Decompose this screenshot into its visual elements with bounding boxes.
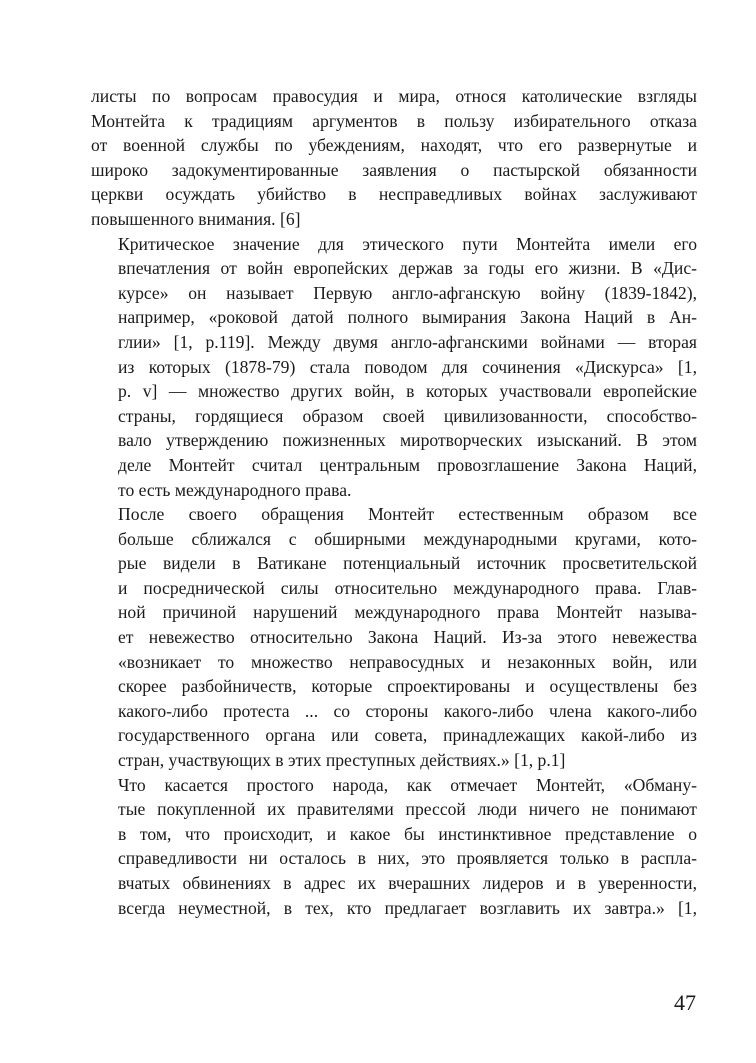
text-line: глии» [1, p.119]. Между двумя англо-афганскими войнами — вторая (118, 331, 697, 352)
page-number: 47 (674, 990, 696, 1015)
paragraph-4 (91, 773, 697, 921)
text-line: деле Монтейт считал центральным провозглашение Закона Наций, (118, 454, 697, 475)
text-line: в том, что происходит, и какое бы инстинктивное представление о (118, 823, 697, 844)
text-line: Критическое значение для этического пути Монтейта имели его (118, 233, 697, 254)
text-line: p. v] — множество других войн, в которых участвовали европейские (118, 381, 697, 402)
text-line: например, «роковой датой полного вымирания Закона Наций в Ан- (118, 307, 697, 328)
text-line: Что касается простого народа, как отмечает Монтейт, «Обману- (118, 774, 697, 795)
paragraph-2 (91, 232, 697, 503)
text-line: тые покупленной их правителями прессой люди ничего не понимают (118, 799, 697, 820)
text-line: широко задокументированные заявления о пастырской обязанности (91, 159, 697, 180)
paragraph-1 (91, 84, 697, 232)
text-line: ет невежество относительно Закона Наций. Из-за этого невежества (118, 627, 697, 648)
text-line: страны, гордящиеся образом своей цивилизованности, способство- (118, 405, 697, 426)
text-line: повышенного внимания. [6] (91, 208, 301, 229)
text-line: ной причиной нарушений международного права Монтейт называ- (118, 602, 697, 623)
text-line: то есть международного права. (118, 479, 352, 500)
text-line: справедливости ни осталось в них, это проявляется только в распла- (118, 848, 697, 869)
text-line: церкви осуждать убийство в несправедливых войнах заслуживают (91, 184, 697, 205)
text-line: «возникает то множество неправосудных и незаконных войн, или (118, 651, 697, 672)
text-line: вчатых обвинениях в адрес их вчерашних лидеров и в уверенности, (118, 873, 697, 893)
text-line: вало утверждению пожизненных миротворческих изысканий. В этом (118, 430, 697, 451)
text-line: впечатления от войн европейских держав за годы его жизни. В «Дис- (118, 258, 697, 279)
text-line: от военной службы по убеждениям, находят, что его развернутые и (91, 135, 697, 156)
paragraph-3 (91, 502, 697, 773)
text-line: После своего обращения Монтейт естественным образом все (118, 504, 697, 525)
text-line: Монтейта к традициям аргументов в пользу избирательного отказа (91, 110, 697, 131)
text-line: больше сближался с обширными международными кругами, кото- (118, 528, 697, 549)
text-line: рые видели в Ватикане потенциальный источник просветительской (118, 553, 697, 574)
text-line: и посреднической силы относительно международного права. Глав- (118, 577, 697, 598)
text-line: листы по вопросам правосудия и мира, относя католические взгляды (91, 86, 697, 106)
text-line: стран, участвующих в этих преступных действиях.» [1, p.1] (118, 750, 566, 771)
text-line: всегда неуместной, в тех, кто предлагает возглавить их завтра.» [1, (118, 897, 697, 918)
page-body (91, 84, 697, 920)
text-line: какого-либо протеста ... со стороны какого-либо члена какого-либо (118, 700, 697, 721)
text-line: курсе» он называет Первую англо-афганскую войну (1839-1842), (118, 282, 697, 303)
text-line: из которых (1878-79) стала поводом для сочинения «Дискурса» [1, (118, 356, 697, 377)
text-line: государственного органа или совета, принадлежащих какой-либо из (118, 725, 697, 746)
text-line: скорее разбойничеств, которые спроектированы и осуществлены без (118, 676, 697, 697)
